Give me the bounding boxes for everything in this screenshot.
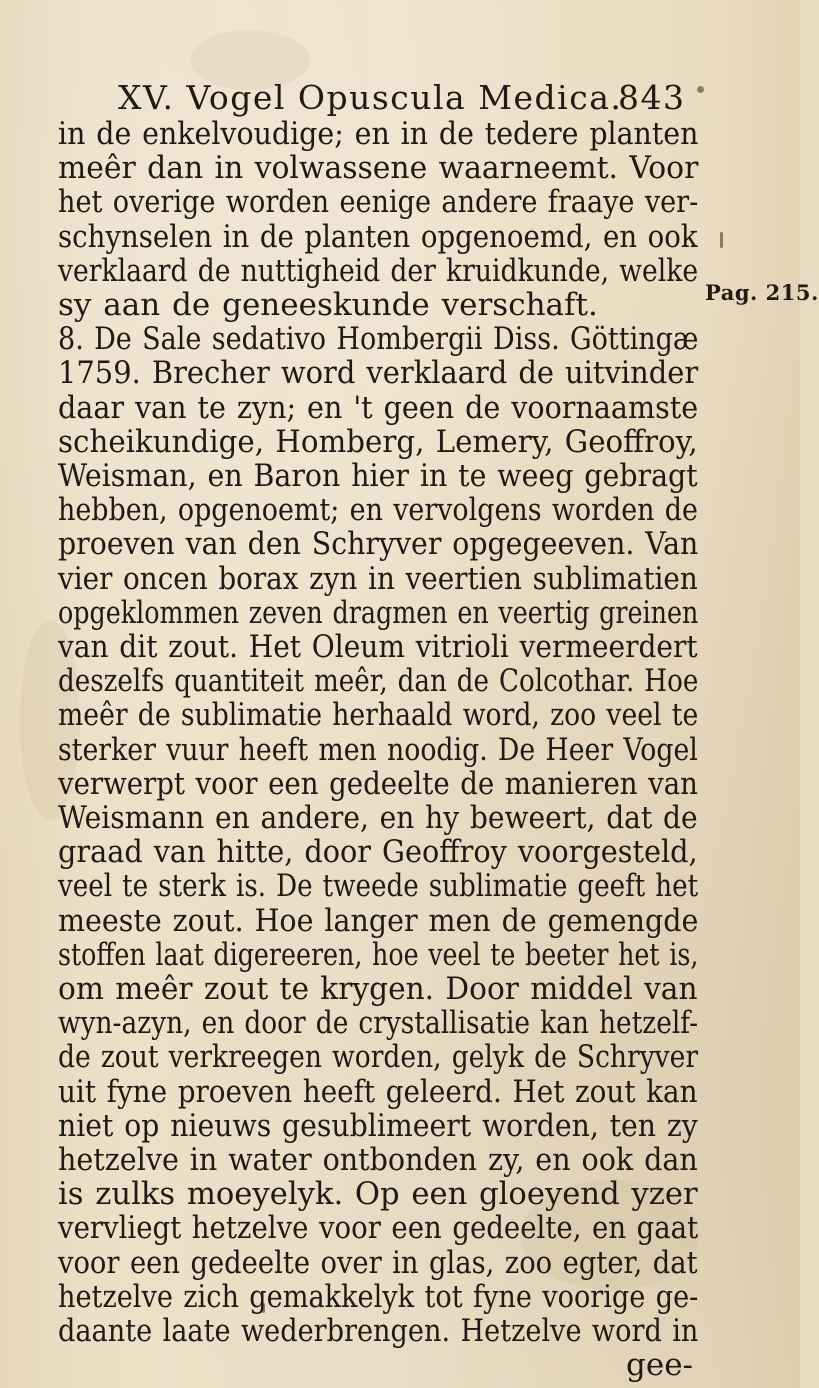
text-line: is zulks moeyelyk. Op een gloeyend yzer (58, 1176, 698, 1213)
text-line: verwerpt voor een gedeelte de manieren van (58, 765, 698, 802)
text-line: Weisman, en Baron hier in te weeg gebragt (58, 458, 698, 494)
text-line: graad van hitte, door Geoffroy voorgesteld, (58, 834, 698, 871)
text-line: opgeklommen zeven dragmen en veertig greinen (58, 594, 699, 631)
text-line: niet op nieuws gesublimeert worden, ten zy (58, 1107, 698, 1144)
page-number: 843 (618, 78, 686, 117)
text-line: uit fyne proeven heeft geleerd. Het zout kan (58, 1073, 698, 1110)
text-line: vervliegt hetzelve voor een gedeelte, en gaat (58, 1210, 699, 1247)
text-line: daar van te zyn; en 't geen de voornaamste (58, 389, 699, 426)
text-line: deszelfs quantiteit meêr, dan de Colcothar. Hoe (58, 663, 699, 700)
text-line: hetzelve in water ontbonden zy, en ook dan (58, 1142, 698, 1178)
text-line: stoffen laat digereeren, hoe veel te beeter het is, (58, 936, 699, 973)
text-line: 8. De Sale sedativo Hombergii Diss. Göttingæ (58, 321, 699, 358)
running-title: XV. Vogel Opuscula Medica. (118, 78, 623, 117)
text-line: hebben, opgenoemt; en vervolgens worden de (58, 492, 698, 529)
margin-page-reference: Pag. 215. (705, 280, 819, 305)
text-line: 1759. Brecher word verklaard de uitvinder (58, 355, 699, 392)
text-line: om meêr zout te krygen. Door middel van (58, 971, 698, 1007)
text-line: voor een gedeelte over in glas, zoo egter, dat (58, 1244, 698, 1281)
text-line: hetzelve zich gemakkelyk tot fyne voorige ge- (58, 1278, 699, 1315)
ink-speck (697, 86, 704, 93)
ink-speck (720, 232, 723, 248)
text-line: in de enkelvoudige; en in de tedere planten (58, 116, 699, 152)
text-line: meêr dan in volwassene waarneemt. Voor (58, 150, 699, 187)
text-line: schynselen in de planten opgenoemd, en ook (58, 218, 698, 255)
text-line: sy aan de geneeskunde verschaft. (58, 287, 598, 323)
text-line: van dit zout. Het Oleum vitrioli vermeerdert (58, 629, 698, 665)
text-line: meeste zout. Hoe langer men de gemengde (58, 902, 699, 939)
text-line: het overige worden eenige andere fraaye ver- (58, 184, 699, 221)
text-line: de zout verkreegen worden, gelyk de Schryver (58, 1039, 699, 1076)
catchword: gee- (626, 1347, 694, 1384)
text-line: verklaard de nuttigheid der kruidkunde, welke (58, 252, 699, 289)
text-line: meêr de sublimatie herhaald word, zoo veel te (58, 697, 699, 734)
text-line: proeven van den Schryver opgegeeven. Van (58, 526, 699, 563)
text-line: daante laate wederbrengen. Hetzelve word in (58, 1313, 699, 1349)
text-line: wyn-azyn, en door de crystallisatie kan hetzelf- (58, 1005, 699, 1042)
text-line: vier oncen borax zyn in veertien sublimatien (58, 560, 698, 597)
text-line: veel te sterk is. De tweede sublimatie geeft het (58, 868, 699, 905)
text-line: Weismann en andere, en hy beweert, dat de (58, 800, 698, 836)
text-line: scheikundige, Homberg, Lemery, Geoffroy, (58, 423, 698, 460)
text-line: sterker vuur heeft men noodig. De Heer Vogel (58, 731, 698, 768)
